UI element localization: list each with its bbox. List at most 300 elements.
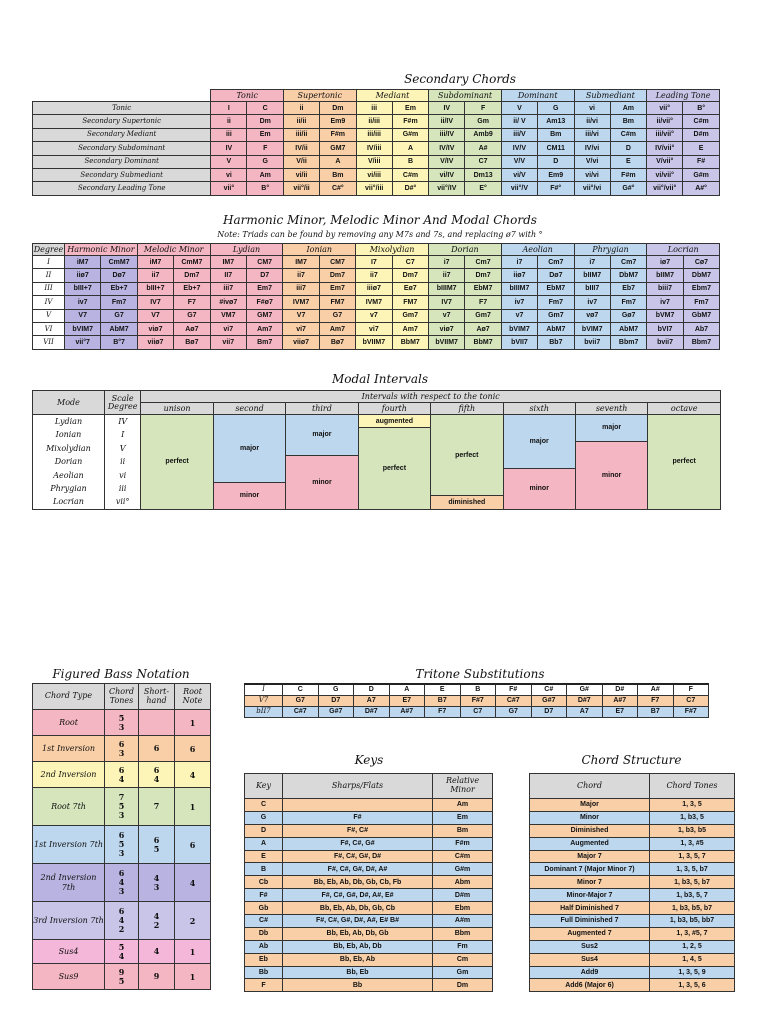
- figured-bass-title: Figured Bass Notation: [52, 667, 190, 681]
- harmonic-cell: iv7: [65, 296, 101, 309]
- keys-table: [244, 773, 493, 992]
- secondary-row: [33, 168, 720, 181]
- harmonic-cell: F7: [465, 296, 501, 309]
- secondary-cell: I: [211, 102, 247, 115]
- harmonic-cell: #ivø7: [210, 296, 246, 309]
- harmonic-cell: Fm7: [538, 296, 574, 309]
- harmonic-cell: ii7: [428, 269, 464, 282]
- secondary-cell: V/iii: [356, 155, 392, 168]
- seventh-major: major: [575, 415, 647, 442]
- keys-row: [245, 915, 493, 928]
- tritone-cell: F#: [496, 684, 532, 695]
- tritone-cell: E: [425, 684, 461, 695]
- secondary-cell: F#m: [392, 115, 429, 128]
- structure-row: [530, 811, 735, 824]
- secondary-cell: C#°: [320, 182, 357, 195]
- harmonic-cell: CmM7: [101, 256, 137, 269]
- harmonic-cell: Bb7: [538, 336, 574, 349]
- secondary-cell: ii: [211, 115, 247, 128]
- harmonic-group-header: Mixolydian: [356, 244, 429, 256]
- chord-tones: 1, b3, 5: [650, 811, 735, 824]
- tritone-cell: A#: [638, 684, 674, 695]
- keys-row: [245, 876, 493, 889]
- secondary-group-header: Submediant: [574, 90, 647, 102]
- harmonic-cell: bIIIM7: [428, 282, 464, 295]
- harmonic-cell: AbM7: [538, 322, 574, 335]
- secondary-cell: IV/vi: [574, 142, 610, 155]
- harmonic-cell: bIIIM7: [501, 282, 537, 295]
- chord-name: Diminished: [530, 824, 650, 837]
- root-note: 4: [175, 762, 211, 788]
- harmonic-cell: iø7: [647, 256, 683, 269]
- root-note: 6: [175, 736, 211, 762]
- harmonic-cell: i7: [501, 256, 537, 269]
- harmonic-note: Note: Triads can be found by removing any M7s and 7s, and replacing ø7 with °: [217, 230, 543, 239]
- keys-header: Key: [245, 774, 283, 799]
- secondary-cell: vi: [574, 102, 610, 115]
- harmonic-cell: EbM7: [538, 282, 574, 295]
- harmonic-cell: viø7: [428, 322, 464, 335]
- root-note: 6: [175, 826, 211, 864]
- structure-row: [530, 979, 735, 992]
- chord-tones: [105, 826, 139, 864]
- interval-header: octave: [648, 403, 721, 415]
- secondary-cell: C#m: [392, 168, 429, 181]
- secondary-row: [33, 102, 720, 115]
- secondary-cell: vi/IV: [429, 168, 465, 181]
- secondary-row-label: Secondary Subdominant: [33, 142, 211, 155]
- harmonic-cell: biii7: [647, 282, 683, 295]
- structure-row: [530, 966, 735, 979]
- harmonic-row: [33, 282, 720, 295]
- harmonic-cell: bVIIM7: [356, 336, 392, 349]
- harmonic-cell: bIIM7: [647, 269, 683, 282]
- harmonic-cell: v7: [428, 309, 464, 322]
- chord-tones: 1, 3, 5, b7: [650, 863, 735, 876]
- figured-row: [33, 864, 211, 902]
- figured-row: [33, 788, 211, 826]
- secondary-group-header: Subdominant: [429, 90, 502, 102]
- harmonic-cell: bVI7: [647, 322, 683, 335]
- secondary-cell: iii: [356, 102, 392, 115]
- shorthand-figure: 2: [153, 919, 160, 930]
- harmonic-group-header: Melodic Minor: [137, 244, 210, 256]
- structure-header-row: [530, 774, 735, 799]
- harmonic-cell: bVIM7: [501, 322, 537, 335]
- harmonic-cell: Dø7: [101, 269, 137, 282]
- keys-row: [245, 889, 493, 902]
- figured-row: [33, 762, 211, 788]
- harmonic-cell: I7: [356, 256, 392, 269]
- harmonic-cell: bIII+7: [65, 282, 101, 295]
- structure-row: [530, 837, 735, 850]
- keys-row: [245, 811, 493, 824]
- chord-tones: 1, 2, 5: [650, 940, 735, 953]
- secondary-group-header: Mediant: [356, 90, 429, 102]
- third-minor: minor: [286, 455, 358, 509]
- harmonic-cell: AbM7: [101, 322, 137, 335]
- tritone-cell: F7: [638, 695, 674, 706]
- key-name: F#: [245, 889, 283, 902]
- shorthand: [139, 902, 175, 940]
- secondary-cell: V/V: [501, 155, 537, 168]
- third-major: major: [286, 415, 358, 456]
- secondary-cell: iii: [211, 128, 247, 141]
- secondary-row: [33, 182, 720, 195]
- harmonic-cell: i7: [574, 256, 610, 269]
- secondary-chords-section: [32, 89, 720, 196]
- keys-row: [245, 799, 493, 812]
- figured-row: [33, 964, 211, 990]
- tritone-cell: F#7: [460, 695, 496, 706]
- tritone-table: [244, 683, 709, 718]
- shorthand: [139, 940, 175, 964]
- secondary-row: [33, 142, 720, 155]
- second-major: major: [213, 415, 285, 483]
- key-accidentals: Bb, Eb, Ab, Db, Gb, Cb, Fb: [283, 876, 433, 889]
- chord-name: Sus4: [530, 953, 650, 966]
- key-name: C: [245, 799, 283, 812]
- relative-minor: Abm: [433, 876, 493, 889]
- chord-type: Root 7th: [33, 788, 105, 826]
- harmonic-row: [33, 322, 720, 335]
- harmonic-cell: ii7: [137, 269, 173, 282]
- shorthand: [139, 964, 175, 990]
- tone-figure: 6: [118, 738, 125, 749]
- shorthand-figure: 7: [153, 801, 160, 812]
- structure-row: [530, 824, 735, 837]
- secondary-cell: ii/IV: [429, 115, 465, 128]
- harmonic-cell: Aø7: [174, 322, 210, 335]
- harmonic-cell: ii7: [283, 269, 319, 282]
- tritone-cell: D7: [318, 695, 354, 706]
- tritone-cell: G: [318, 684, 354, 695]
- secondary-cell: vii°/iii: [356, 182, 392, 195]
- key-name: Bb: [245, 966, 283, 979]
- secondary-cell: G#m: [392, 128, 429, 141]
- secondary-cell: C#m: [610, 128, 647, 141]
- harmonic-cell: B°7: [101, 336, 137, 349]
- secondary-cell: Am: [610, 102, 647, 115]
- harmonic-cell: iii7: [210, 282, 246, 295]
- harmonic-cell: vi7: [283, 322, 319, 335]
- root-note: 4: [175, 864, 211, 902]
- degree-label: II: [33, 269, 65, 282]
- harmonic-cell: Em7: [319, 282, 355, 295]
- secondary-cell: Dm: [247, 115, 284, 128]
- harmonic-group-header: Phrygian: [574, 244, 647, 256]
- tritone-cell: A#7: [389, 706, 425, 717]
- harmonic-row: [33, 296, 720, 309]
- tritone-cell: F#7: [673, 706, 709, 717]
- mode-name: Lydian: [54, 417, 83, 426]
- key-name: Eb: [245, 953, 283, 966]
- tone-figure: 3: [118, 885, 125, 896]
- relative-minor: Ebm: [433, 902, 493, 915]
- harmonic-cell: VM7: [210, 309, 246, 322]
- secondary-cell: ii/vii°: [647, 115, 683, 128]
- harmonic-cell: iM7: [137, 256, 173, 269]
- harmonic-header-row: [33, 244, 720, 256]
- root-note: 1: [175, 710, 211, 736]
- tone-figure: 6: [118, 764, 125, 775]
- tone-figure: 3: [118, 847, 125, 858]
- relative-minor: Gm: [433, 966, 493, 979]
- harmonic-group-header: Ionian: [283, 244, 356, 256]
- secondary-cell: CM11: [537, 142, 574, 155]
- chord-type: Root: [33, 710, 105, 736]
- secondary-chords-title: Secondary Chords: [404, 72, 516, 86]
- secondary-cell: F#°: [537, 182, 574, 195]
- secondary-cell: D: [537, 155, 574, 168]
- structure-row: [530, 850, 735, 863]
- harmonic-cell: Cm7: [465, 256, 501, 269]
- harmonic-cell: viiø7: [137, 336, 173, 349]
- degree-name: vii°: [115, 497, 130, 507]
- secondary-cell: ii/vi: [574, 115, 610, 128]
- harmonic-cell: Dm7: [465, 269, 501, 282]
- keys-header: Relative Minor: [433, 774, 493, 799]
- tone-figure: 4: [118, 950, 125, 961]
- secondary-cell: IV/vii°: [647, 142, 683, 155]
- chord-tones: 1, 3, 5, 7: [650, 850, 735, 863]
- scale-degree-header: Scale Degree: [104, 391, 140, 415]
- tritone-cell: A7: [354, 695, 390, 706]
- harmonic-cell: Dø7: [538, 269, 574, 282]
- relative-minor: Dm: [433, 979, 493, 992]
- secondary-cell: Bm: [610, 115, 647, 128]
- mode-header: Mode: [33, 391, 105, 415]
- tritone-cell: D: [354, 684, 390, 695]
- shorthand-figure: 4: [153, 910, 160, 921]
- harmonic-cell: v7: [356, 309, 392, 322]
- chord-name: Minor-Major 7: [530, 889, 650, 902]
- relative-minor: Fm: [433, 940, 493, 953]
- secondary-cell: F: [247, 142, 284, 155]
- harmonic-cell: Aø7: [465, 322, 501, 335]
- harmonic-row: [33, 309, 720, 322]
- secondary-cell: G#m: [683, 168, 720, 181]
- harmonic-cell: Fm7: [101, 296, 137, 309]
- tritone-cell: E7: [602, 706, 638, 717]
- secondary-group-header: Supertonic: [284, 90, 357, 102]
- secondary-row-label: Secondary Leading Tone: [33, 182, 211, 195]
- tritone-row: [245, 684, 709, 695]
- secondary-cell: A: [320, 155, 357, 168]
- harmonic-cell: BbM7: [392, 336, 428, 349]
- tritone-cell: D7: [531, 706, 567, 717]
- secondary-cell: vii°: [647, 102, 683, 115]
- tritone-cell: D#7: [354, 706, 390, 717]
- tritone-cell: G7: [496, 706, 532, 717]
- keys-row: [245, 953, 493, 966]
- chord-tones: 1, b3, b5, b7: [650, 902, 735, 915]
- chord-type: 1st Inversion: [33, 736, 105, 762]
- harmonic-cell: C7: [392, 256, 428, 269]
- chord-type: 1st Inversion 7th: [33, 826, 105, 864]
- secondary-group-header: Tonic: [211, 90, 284, 102]
- harmonic-cell: bvii7: [574, 336, 610, 349]
- shorthand: [139, 710, 175, 736]
- structure-header: Chord: [530, 774, 650, 799]
- harmonic-cell: Am7: [319, 322, 355, 335]
- secondary-cell: Am: [247, 168, 284, 181]
- chord-tones: [105, 762, 139, 788]
- secondary-cell: Am13: [537, 115, 574, 128]
- second-minor: minor: [213, 482, 285, 509]
- secondary-cell: vii°/IV: [429, 182, 465, 195]
- tritone-cell: F: [673, 684, 709, 695]
- tritone-title: Tritone Substitutions: [415, 667, 545, 681]
- fourth-augmented: augmented: [358, 415, 430, 428]
- secondary-cell: Gm: [465, 115, 502, 128]
- secondary-cell: E°: [465, 182, 502, 195]
- mode-name: Dorian: [54, 457, 83, 467]
- harmonic-cell: iii7: [283, 282, 319, 295]
- keys-row: [245, 837, 493, 850]
- harmonic-cell: Bø7: [174, 336, 210, 349]
- harmonic-group-header: Harmonic Minor: [65, 244, 138, 256]
- harmonic-cell: DbM7: [683, 269, 719, 282]
- harmonic-cell: V7: [137, 309, 173, 322]
- figured-bass-table: [32, 683, 211, 990]
- structure-row: [530, 876, 735, 889]
- harmonic-cell: iv7: [647, 296, 683, 309]
- tone-figure: 6: [118, 830, 125, 841]
- secondary-row: [33, 115, 720, 128]
- tone-figure: 4: [118, 877, 125, 888]
- tone-figure: 5: [118, 712, 125, 723]
- structure-row: [530, 927, 735, 940]
- secondary-cell: vi/vi: [574, 168, 610, 181]
- key-accidentals: F#, C#, G#, D#: [283, 850, 433, 863]
- harmonic-group-header: Aeolian: [501, 244, 574, 256]
- figured-header: Root Note: [175, 684, 211, 710]
- figured-header: Short-hand: [139, 684, 175, 710]
- sixth-major: major: [503, 415, 575, 469]
- secondary-cell: IV/IV: [429, 142, 465, 155]
- relative-minor: A#m: [433, 915, 493, 928]
- tritone-row-label: bII7: [245, 706, 283, 717]
- harmonic-cell: iM7: [65, 256, 101, 269]
- harmonic-cell: bIIM7: [574, 269, 610, 282]
- harmonic-row: [33, 256, 720, 269]
- harmonic-cell: G7: [174, 309, 210, 322]
- shorthand: [139, 826, 175, 864]
- chord-type: 2nd Inversion: [33, 762, 105, 788]
- interval-span-header: Intervals with respect to the tonic: [141, 391, 721, 403]
- secondary-cell: Amb9: [465, 128, 502, 141]
- harmonic-row: [33, 269, 720, 282]
- root-note: 1: [175, 788, 211, 826]
- harmonic-cell: Em7: [246, 282, 282, 295]
- secondary-cell: ii/ V: [501, 115, 537, 128]
- harmonic-cell: G7: [319, 309, 355, 322]
- degree-name: IV: [118, 417, 128, 426]
- sixth-minor: minor: [503, 469, 575, 510]
- key-name: F: [245, 979, 283, 992]
- secondary-cell: vii°/V: [501, 182, 537, 195]
- harmonic-cell: bVIIM7: [428, 336, 464, 349]
- mode-name: Ionian: [55, 430, 82, 440]
- harmonic-cell: Cø7: [683, 256, 719, 269]
- relative-minor: D#m: [433, 889, 493, 902]
- keys-row: [245, 863, 493, 876]
- key-name: C#: [245, 915, 283, 928]
- shorthand: [139, 736, 175, 762]
- chord-tones: 1, b3, 5, 7: [650, 889, 735, 902]
- tritone-cell: C7: [460, 706, 496, 717]
- key-accidentals: F#, C#, G#: [283, 837, 433, 850]
- degree-label: VI: [33, 322, 65, 335]
- harmonic-row: [33, 336, 720, 349]
- tone-figure: 5: [118, 975, 125, 986]
- relative-minor: Bm: [433, 824, 493, 837]
- keys-row: [245, 902, 493, 915]
- harmonic-cell: IV7: [137, 296, 173, 309]
- mode-name: Phrygian: [50, 484, 87, 494]
- harmonic-cell: Eb7: [610, 282, 646, 295]
- tritone-cell: A7: [567, 706, 603, 717]
- figured-header: Chord Type: [33, 684, 105, 710]
- shorthand-figure: 6: [153, 743, 160, 754]
- chord-type: Sus9: [33, 964, 105, 990]
- structure-row: [530, 863, 735, 876]
- tritone-cell: D#7: [567, 695, 603, 706]
- secondary-cell: IV/ii: [284, 142, 320, 155]
- harmonic-cell: iiiø7: [356, 282, 392, 295]
- degree-name: vi: [119, 470, 127, 480]
- secondary-header-row: [33, 90, 720, 102]
- interval-header: third: [286, 403, 358, 415]
- root-note: 2: [175, 902, 211, 940]
- tritone-cell: D#: [602, 684, 638, 695]
- secondary-cell: V: [501, 102, 537, 115]
- chord-name: Half Diminished 7: [530, 902, 650, 915]
- chord-tones: [105, 710, 139, 736]
- harmonic-cell: Gm7: [465, 309, 501, 322]
- harmonic-cell: GM7: [246, 309, 282, 322]
- harmonic-group-header: Lydian: [210, 244, 283, 256]
- keys-header: Sharps/Flats: [283, 774, 433, 799]
- secondary-cell: Bm: [537, 128, 574, 141]
- secondary-cell: vi/iii: [356, 168, 392, 181]
- harmonic-section: [32, 243, 720, 350]
- harmonic-cell: IVM7: [283, 296, 319, 309]
- tritone-cell: C#7: [496, 695, 532, 706]
- key-accidentals: F#, C#: [283, 824, 433, 837]
- degree-label: IV: [33, 296, 65, 309]
- harmonic-cell: ii7: [356, 269, 392, 282]
- tone-figure: 6: [118, 906, 125, 917]
- secondary-cell: Em9: [537, 168, 574, 181]
- secondary-cell: IV/iii: [356, 142, 392, 155]
- shorthand-figure: 5: [153, 843, 160, 854]
- harmonic-cell: IVM7: [356, 296, 392, 309]
- secondary-cell: vii°/vi: [574, 182, 610, 195]
- chord-name: Dominant 7 (Major Minor 7): [530, 863, 650, 876]
- structure-header: Chord Tones: [650, 774, 735, 799]
- figured-row: [33, 826, 211, 864]
- harmonic-cell: V7: [65, 309, 101, 322]
- shorthand: [139, 788, 175, 826]
- keys-row: [245, 850, 493, 863]
- secondary-row: [33, 155, 720, 168]
- secondary-cell: Dm: [320, 102, 357, 115]
- degree-label: III: [33, 282, 65, 295]
- chord-name: Sus2: [530, 940, 650, 953]
- harmonic-cell: Bø7: [319, 336, 355, 349]
